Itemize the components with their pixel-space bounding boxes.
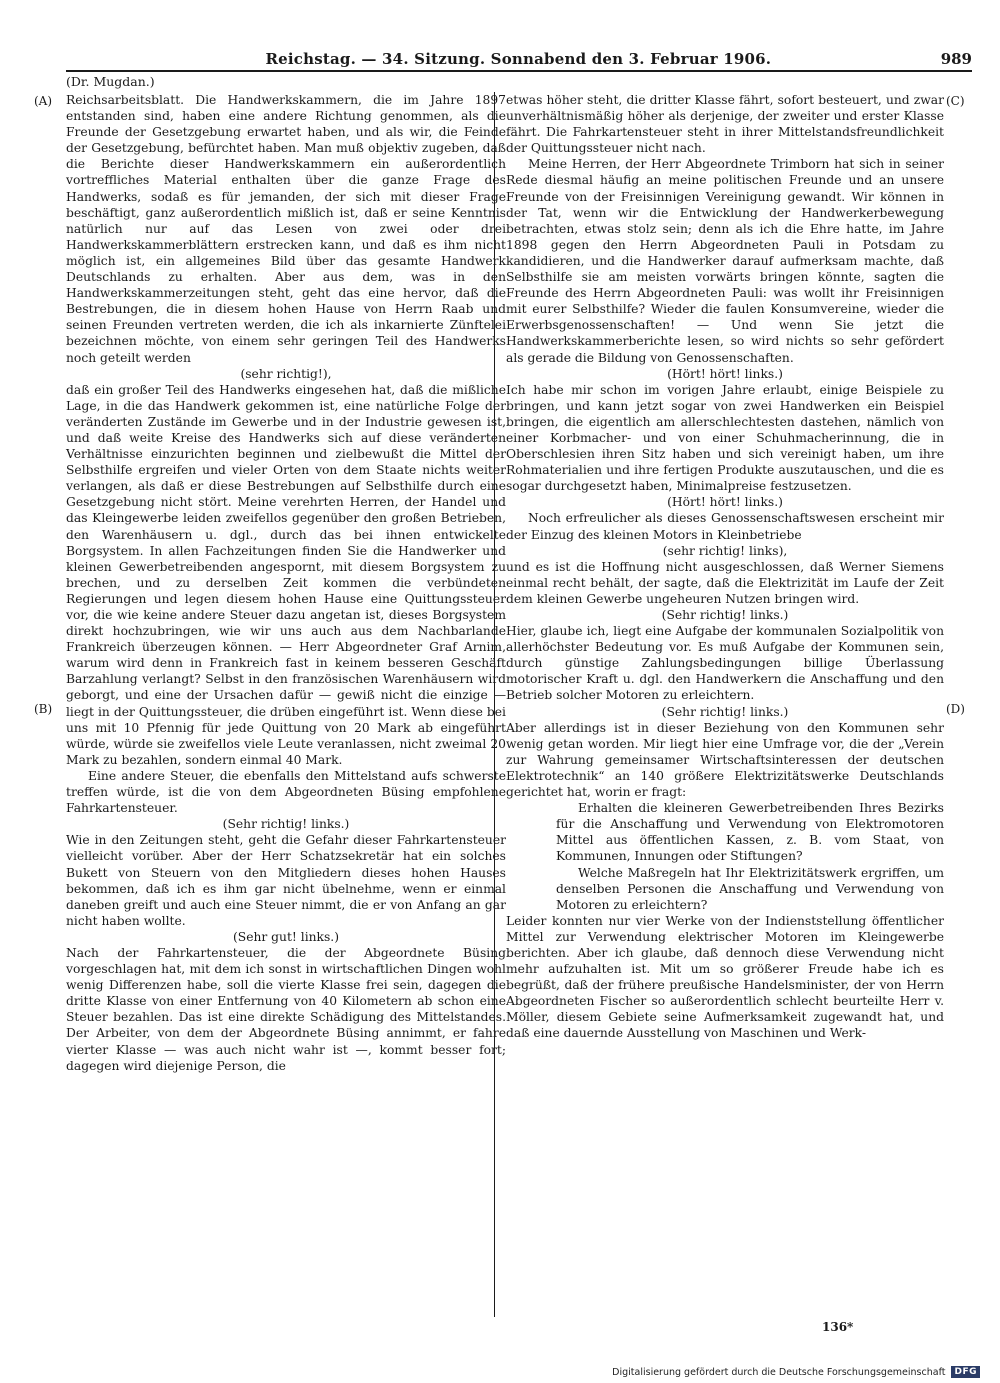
- interjection: (sehr richtig! links),: [662, 543, 788, 558]
- paragraph: Welche Maßregeln hat Ihr Elektrizitätswerk ergriffen, um denselben Personen die Anschaffung und Verwendung von Motoren zu erleichtern?: [556, 865, 944, 912]
- interjection: (Sehr gut! links.): [232, 929, 340, 944]
- header-title: Reichstag. — 34. Sitzung. Sonnabend den 3. Februar 1906.: [265, 50, 772, 68]
- column-divider: [494, 92, 495, 1317]
- paragraph: Aber allerdings ist in dieser Beziehung von den Kommunen sehr wenig getan worden. Mir liegt hier eine Umfrage vor, die der „Verein zur Wahrung gemeinsamer Wirtschaftsinteressen der deutschen Elektrotechnik“ an 140 größere Elektrizitätswerke Deutschlands gerichtet hat, worin er fragt:: [506, 720, 944, 800]
- interjection: (Sehr richtig! links.): [661, 608, 789, 622]
- paragraph: Reichsarbeitsblatt. Die Handwerkskammern, die im Jahre 1897 entstanden sind, haben eine andere Richtung genommen, als die Freunde der Gesetzgebung erwartet haben, und als wir, die Feinde der Gesetzgebung, befürchtet haben. Man muß objektiv zugeben, daß die Berichte dieser Handwerkskammern ein außerordentlich vortreffliches Material enthalten über die ganze Frage des Handwerks, sodaß es für jemanden, der sich mit dieser Frage beschäftigt, ganz außerordentlich mißlich ist, daß er seine Kenntnis natürlich nur auf das Lesen von zwei oder drei Handwerkskammerblättern erstrecken kann, und daß es ihm nicht möglich ist, ein allgemeines Bild über das gesamte Handwerk Deutschlands zu erhalten. Aber aus dem, was in den Handwerkskammerzeitungen steht, geht das eine hervor, daß die Bestrebungen, die in diesem hohen Hause von Herrn Raab und seinen Freunden vertreten werden, die ich als inkarnierte Zünftelei bezeichnen möchte, von einem sehr geringen Teil des Handwerks noch geteilt werden: [66, 93, 506, 365]
- margin-marker-b: (B): [34, 702, 53, 716]
- margin-marker-d: (D): [946, 702, 965, 716]
- paragraph: Nach der Fahrkartensteuer, die der Abgeordnete Büsing vorgeschlagen hat, mit dem ich sonst in wirtschaftlichen Dingen wohl wenig Differenzen habe, soll die vierte Klasse frei sein, dagegen die dritte Klasse von einer Entfernung von 40 Kilometern ab schon eine Steuer bezahlen. Das ist eine direkte Schädigung des Mittelstandes. Der Arbeiter, von dem der Abgeordnete Büsing annimmt, er fahre vierter Klasse — was auch nicht wahr ist —, kommt besser fort; dagegen wird diejenige Person, die: [66, 945, 506, 1073]
- page-header: [66, 44, 972, 72]
- footer: [612, 1366, 980, 1378]
- interjection: (Hört! hört! links.): [667, 366, 783, 381]
- left-column: [66, 92, 506, 1074]
- paragraph: Eine andere Steuer, die ebenfalls den Mittelstand aufs schwerste treffen würde, ist die von dem Abgeordneten Büsing empfohlene Fahrkartensteuer.: [66, 768, 506, 816]
- paragraph: daß ein großer Teil des Handwerks eingesehen hat, daß die mißliche Lage, in die das Handwerk gekommen ist, eine natürliche Folge der veränderten Zustände im Gewerbe und in der Industrie gewesen ist, und daß weite Kreise des Handwerks sich auf diese veränderten Verhältnisse einzurichten beginnen und zielbewußt die Mittel der Selbsthilfe ergreifen und vieler Orten von dem Staate nichts weiter verlangen, als daß er diese Bestrebungen auf Selbsthilfe durch eine Gesetzgebung nicht stört. Meine verehrten Herren, der Handel und das Kleingewerbe leiden zweifellos gegenüber den großen Betrieben, den Warenhäusern u. dgl., durch das bei ihnen entwickelte Borgsystem. In allen Fachzeitungen finden Sie die Handwerker und kleinen Gewerbetreibenden angespornt, mit diesem Borgsystem zu brechen, und zu derselben Zeit kommen die verbündeten Regierungen und legen diesem hohen Hause eine Quittungssteuer vor, die wie keine andere Steuer dazu angetan ist, dieses Borgsystem direkt hochzubringen, wie wir uns auch aus dem Nachbarlande Frankreich überzeugen können. — Herr Abgeordneter Graf Arnim, warum wird denn in Frankreich fast in keinem besseren Geschäft Barzahlung verlangt? Selbst in den französischen Warenhäusern wird geborgt, und eine der Ursachen dafür — gewiß nicht die einzige — liegt in der Quittungssteuer, die drüben eingeführt ist. Wenn diese bei uns mit 10 Pfennig für jede Quittung von 20 Mark ab eingeführt würde, würde sie zweifellos viele Leute veranlassen, nicht zweimal 20 Mark zu bezahlen, sondern einmal 40 Mark.: [66, 382, 506, 767]
- margin-marker-c: (C): [946, 94, 965, 108]
- sheet-mark: 136*: [822, 1320, 854, 1334]
- paragraph: etwas höher steht, die dritter Klasse fährt, sofort besteuert, und zwar unverhältnismäßig höher als derjenige, der zweiter und erster Klasse fährt. Die Fahrkartensteuer steht in ihrer Mittelstandsfreundlichkeit der Quittungssteuer nicht nach.: [506, 93, 944, 156]
- margin-marker-a: (A): [34, 94, 53, 108]
- interjection: (Sehr richtig! links.): [222, 817, 350, 832]
- paragraph: und es ist die Hoffnung nicht ausgeschlossen, daß Werner Siemens einmal recht behält, der sagte, daß die Elektrizität im Laufe der Zeit dem kleinen Gewerbe ungeheuren Nutzen bringen wird.: [506, 559, 944, 606]
- paragraph: Erhalten die kleineren Gewerbetreibenden Ihres Bezirks für die Anschaffung und Verwendung von Elektromotoren Mittel aus öffentlichen Kassen, z. B. vom Staat, von Kommunen, Innungen oder Stiftungen?: [556, 801, 944, 864]
- right-column: [506, 92, 944, 1042]
- interjection: (Hört! hört! links.): [667, 495, 783, 510]
- interjection: (Sehr richtig! links.): [661, 704, 789, 719]
- paragraph: Wie in den Zeitungen steht, geht die Gefahr dieser Fahrkartensteuer vielleicht vorüber. Aber der Herr Schatzsekretär hat ein solches Bukett von Steuern von den Mitgliedern dieses hohen Hauses bekommen, daß ich es ihm gar nicht übelnehme, wenn er einmal daneben greift und auch eine Steuer nimmt, die er von Anfang an gar nicht haben wollte.: [66, 833, 506, 928]
- paragraph: Noch erfreulicher als dieses Genossenschaftswesen erscheint mir der Einzug des kleinen Motors in Kleinbetriebe: [506, 511, 944, 542]
- footer-text: Digitalisierung gefördert durch die Deutsche Forschungsgemeinschaft: [612, 1366, 946, 1378]
- dfg-logo: DFG: [951, 1366, 980, 1378]
- speaker-label: (Dr. Mugdan.): [66, 74, 155, 89]
- page-number: 989: [940, 50, 972, 68]
- paragraph: Hier, glaube ich, liegt eine Aufgabe der kommunalen Sozialpolitik von allerhöchster Bedeutung vor. Es muß Aufgabe der Kommunen sein, durch günstige Zahlungsbedingungen billige Überlassung motorischer Kraft u. dgl. den Handwerkern die Anschaffung und den Betrieb solcher Motoren zu erleichtern.: [506, 624, 944, 703]
- paragraph: Ich habe mir schon im vorigen Jahre erlaubt, einige Beispiele zu bringen, und kann jetzt sogar von zwei Handwerken ein Beispiel bringen, die eigentlich am allerschlechtesten dastehen, nämlich von einer Korbmacher- und von einer Schuhmacherinnung, die in Oberschlesien ihren Sitz haben und sich vereinigt haben, um ihre Rohmaterialien und ihre fertigen Produkte auszutauschen, und die es sogar durchgesetzt haben, Minimalpreise festzusetzen.: [506, 382, 944, 494]
- interjection: (sehr richtig!),: [240, 366, 332, 381]
- paragraph: Leider konnten nur vier Werke von der Indienststellung öffentlicher Mittel zur Verwendung elektrischer Motoren im Kleingewerbe berichten. Aber ich glaube, daß dennoch diese Verwendung nicht mehr aufzuhalten ist. Mit um so größerer Freude habe ich es begrüßt, daß der frühere preußische Handelsminister, der von Herrn Abgeordneten Fischer so außerordentlich schlecht beurteilte Herr v. Möller, diesem Gebiete seine Aufmerksamkeit zugewandt hat, und daß eine dauernde Ausstellung von Maschinen und Werk-: [506, 913, 944, 1041]
- paragraph: Meine Herren, der Herr Abgeordnete Trimborn hat sich in seiner Rede diesmal häufig an meine politischen Freunde und an unsere Freunde von der Freisinnigen Vereinigung gewandt. Wir können in der Tat, wenn wir die Entwicklung der Handwerkerbewegung betrachten, etwas stolz sein; denn als ich die Ehre hatte, im Jahre 1898 gegen den Herrn Abgeordneten Pauli in Potsdam zu kandidieren, und die Handwerker darauf aufmerksam machte, daß Selbsthilfe sie am meisten vorwärts bringen könnte, sagten die Freunde des Herrn Abgeordneten Pauli: was wollt ihr Freisinnigen mit eurer Selbsthilfe? Wieder die faulen Konsumvereine, wieder die Erwerbsgenossenschaften! — Und wenn Sie jetzt die Handwerkskammerberichte lesen, so wird nichts so sehr gefördert als gerade die Bildung von Genossenschaften.: [506, 157, 944, 365]
